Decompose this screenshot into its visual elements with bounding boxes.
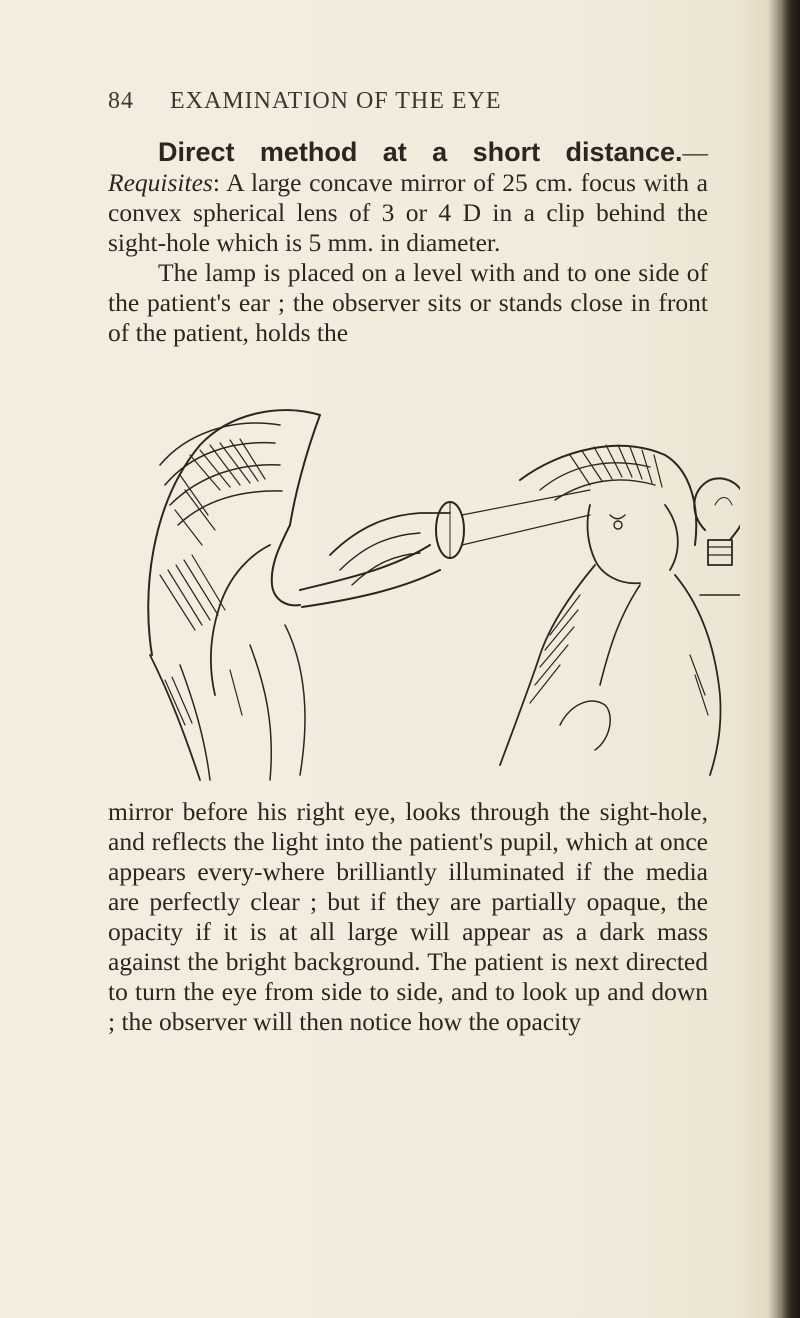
running-header [108,88,598,118]
section-text-bottom [108,797,708,1037]
running-title: EXAMINATION OF THE EYE [170,88,502,114]
section-heading: Direct method at a short distance. [158,137,683,167]
paragraph-1: The lamp is placed on a level with and to one side of the patient's ear ; the observer sits or stands close in front of the patient, holds the [108,258,708,347]
page-number: 84 [108,88,134,114]
paragraph-2: mirror before his right eye, looks through the sight-hole, and reflects the light into the patient's pupil, which at once appears every-where brilliantly illuminated if the media are perfectly clear ; but if they are partially opaque, the opacity if it is at all large will appear as a dark mass against the bright background. The patient is next directed to turn the eye from side to side, and to look up and down ; the observer will then notice how the opacity [108,797,708,1036]
page-edge-shadow [782,0,800,1318]
section-text-top [108,137,708,348]
requisites-label: Requisites [108,168,213,197]
requisites-text: : A large concave mirror of 25 cm. focus with a convex spherical lens of 3 or 4 D in a clip behind the sight-hole which is 5 mm. in diameter. [108,168,708,257]
illustration-drawing [90,395,740,785]
ophthalmoscopy-illustration-icon [90,395,740,785]
heading-dash: — [682,138,708,167]
